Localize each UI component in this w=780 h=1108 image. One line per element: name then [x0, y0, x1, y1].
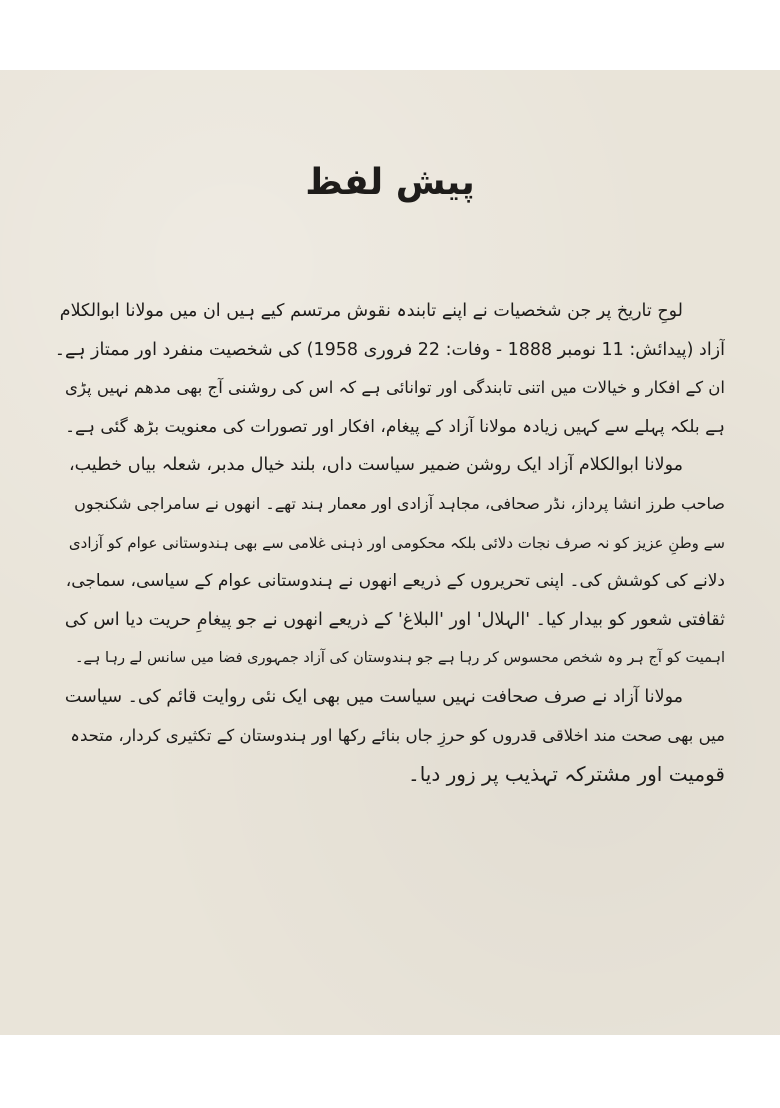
text-line: ہے بلکہ پہلے سے کہیں زیادہ مولانا آزاد کے پیغام، افکار اور تصورات کی معنویت بڑھ گئی ہے۔	[65, 416, 725, 437]
text-line: آزاد (پیدائش: 11 نومبر 1888 - وفات: 22 فروری 1958) کی شخصیت منفرد اور ممتاز ہے۔	[55, 339, 725, 360]
text-line: میں بھی صحت مند اخلاقی قدروں کو حرزِ جاں بنائے رکھا اور ہندوستان کے تکثیری کردار، متحدہ	[70, 725, 725, 745]
text-line: دلانے کی کوشش کی۔ اپنی تحریروں کے ذریعے انھوں نے ہندوستانی عوام کے سیاسی، سماجی،	[65, 571, 725, 592]
text-line: ان کے افکار و خیالات میں اتنی تابندگی اور توانائی ہے کہ اس کی روشنی آج بھی مدھم نہیں پڑی	[65, 378, 725, 398]
preface-text	[55, 292, 725, 794]
text-line: اہمیت کو آج ہر وہ شخص محسوس کر رہا ہے جو ہندوستان کی آزاد جمہوری فضا میں سانس لے رہا ہے۔	[74, 650, 725, 667]
text-line: ثقافتی شعور کو بیدار کیا۔ 'الہلال' اور 'البلاغ' کے ذریعے انھوں نے جو پیغامِ حریت دیا اس کی	[64, 609, 725, 630]
text-line: مولانا آزاد نے صرف صحافت نہیں سیاست میں بھی ایک نئی روایت قائم کی۔ سیاست	[64, 686, 683, 707]
page-title: پیش لفظ	[305, 162, 475, 203]
text-line: صاحب طرز انشا پرداز، نڈر صحافی، مجاہد آزادی اور معمار ہند تھے۔ انھوں نے سامراجی شکنجوں	[74, 493, 725, 513]
text-line: قومیت اور مشترکہ تہذیب پر زور دیا۔	[407, 762, 725, 787]
text-line: مولانا ابوالکلام آزاد ایک روشن ضمیر سیاست داں، بلند خیال مدبر، شعلہ بیاں خطیب،	[68, 455, 683, 476]
book-page	[0, 70, 780, 1035]
text-line: لوحِ تاریخ پر جن شخصیات نے اپنے تابندہ نقوش مرتسم کیے ہیں ان میں مولانا ابوالکلام	[59, 301, 683, 321]
text-line: سے وطنِ عزیز کو نہ صرف نجات دلائی بلکہ محکومی اور ذہنی غلامی سے بھی ہندوستانی عوام کو آزادی	[68, 533, 725, 552]
